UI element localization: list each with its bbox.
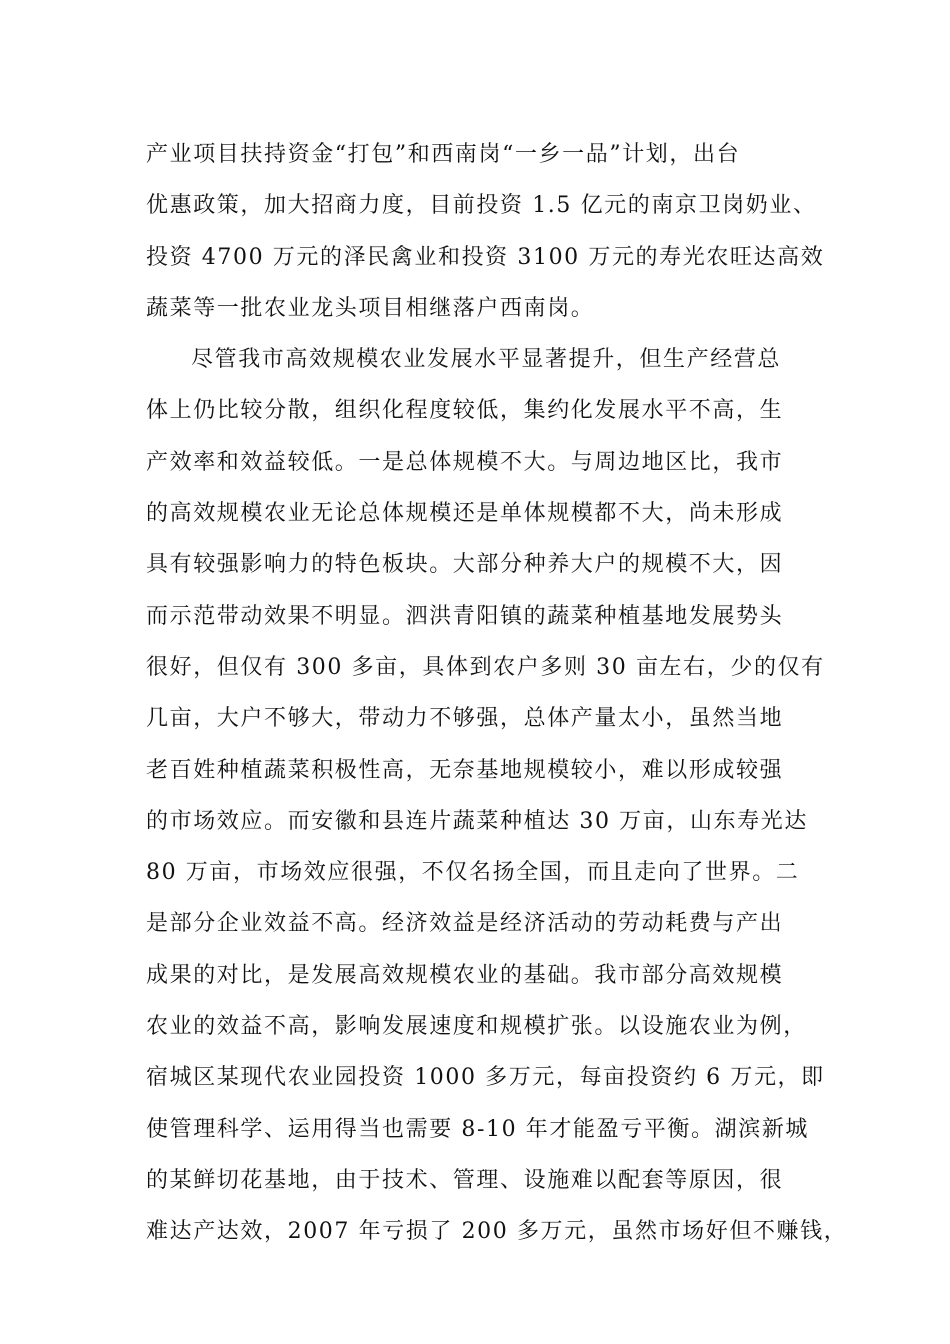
text-line: 的某鲜切花基地，由于技术、管理、设施难以配套等原因，很: [146, 1167, 784, 1193]
text-line: 优惠政策，加大招商力度，目前投资 1.5 亿元的南京卫岗奶业、: [146, 193, 817, 219]
text-line: 几亩，大户不够大，带动力不够强，总体产量太小，虽然当地: [146, 706, 784, 732]
text-line: 产效率和效益较低。一是总体规模不大。与周边地区比，我市: [146, 449, 784, 475]
text-line: 使管理科学、运用得当也需要 8-10 年才能盈亏平衡。湖滨新城: [146, 1116, 810, 1142]
text-line: 具有较强影响力的特色板块。大部分种养大户的规模不大，因: [146, 552, 784, 578]
text-line: 成果的对比，是发展高效规模农业的基础。我市部分高效规模: [146, 962, 784, 988]
text-line: 难达产达效，2007 年亏损了 200 多万元，虽然市场好但不赚钱，: [146, 1219, 848, 1245]
paragraph-first-line: 尽管我市高效规模农业发展水平显著提升，但生产经营总: [191, 347, 782, 373]
text-line: 宿城区某现代农业园投资 1000 多万元，每亩投资约 6 万元，即: [146, 1065, 825, 1091]
text-line: 很好，但仅有 300 多亩，具体到农户多则 30 亩左右，少的仅有: [146, 654, 825, 680]
text-line: 投资 4700 万元的泽民禽业和投资 3100 万元的寿光农旺达高效: [146, 244, 825, 270]
text-line: 农业的效益不高，影响发展速度和规模扩张。以设施农业为例，: [146, 1014, 807, 1040]
text-line: 而示范带动效果不明显。泗洪青阳镇的蔬菜种植基地发展势头: [146, 603, 784, 629]
text-line: 的高效规模农业无论总体规模还是单体规模都不大，尚未形成: [146, 501, 784, 527]
text-line: 是部分企业效益不高。经济效益是经济活动的劳动耗费与产出: [146, 911, 784, 937]
text-line: 的市场效应。而安徽和县连片蔬菜种植达 30 万亩，山东寿光达: [146, 808, 808, 834]
text-line: 产业项目扶持资金“打包”和西南岗“一乡一品”计划，出台: [146, 142, 741, 167]
text-line: 体上仍比较分散，组织化程度较低，集约化发展水平不高，生: [146, 398, 784, 424]
body-text: [146, 129, 848, 1258]
text-line: 老百姓种植蔬菜积极性高，无奈基地规模较小，难以形成较强: [146, 757, 784, 783]
text-line: 80 万亩，市场效应很强，不仅名扬全国，而且走向了世界。二: [146, 860, 800, 886]
text-line: 蔬菜等一批农业龙头项目相继落户西南岗。: [146, 295, 595, 321]
